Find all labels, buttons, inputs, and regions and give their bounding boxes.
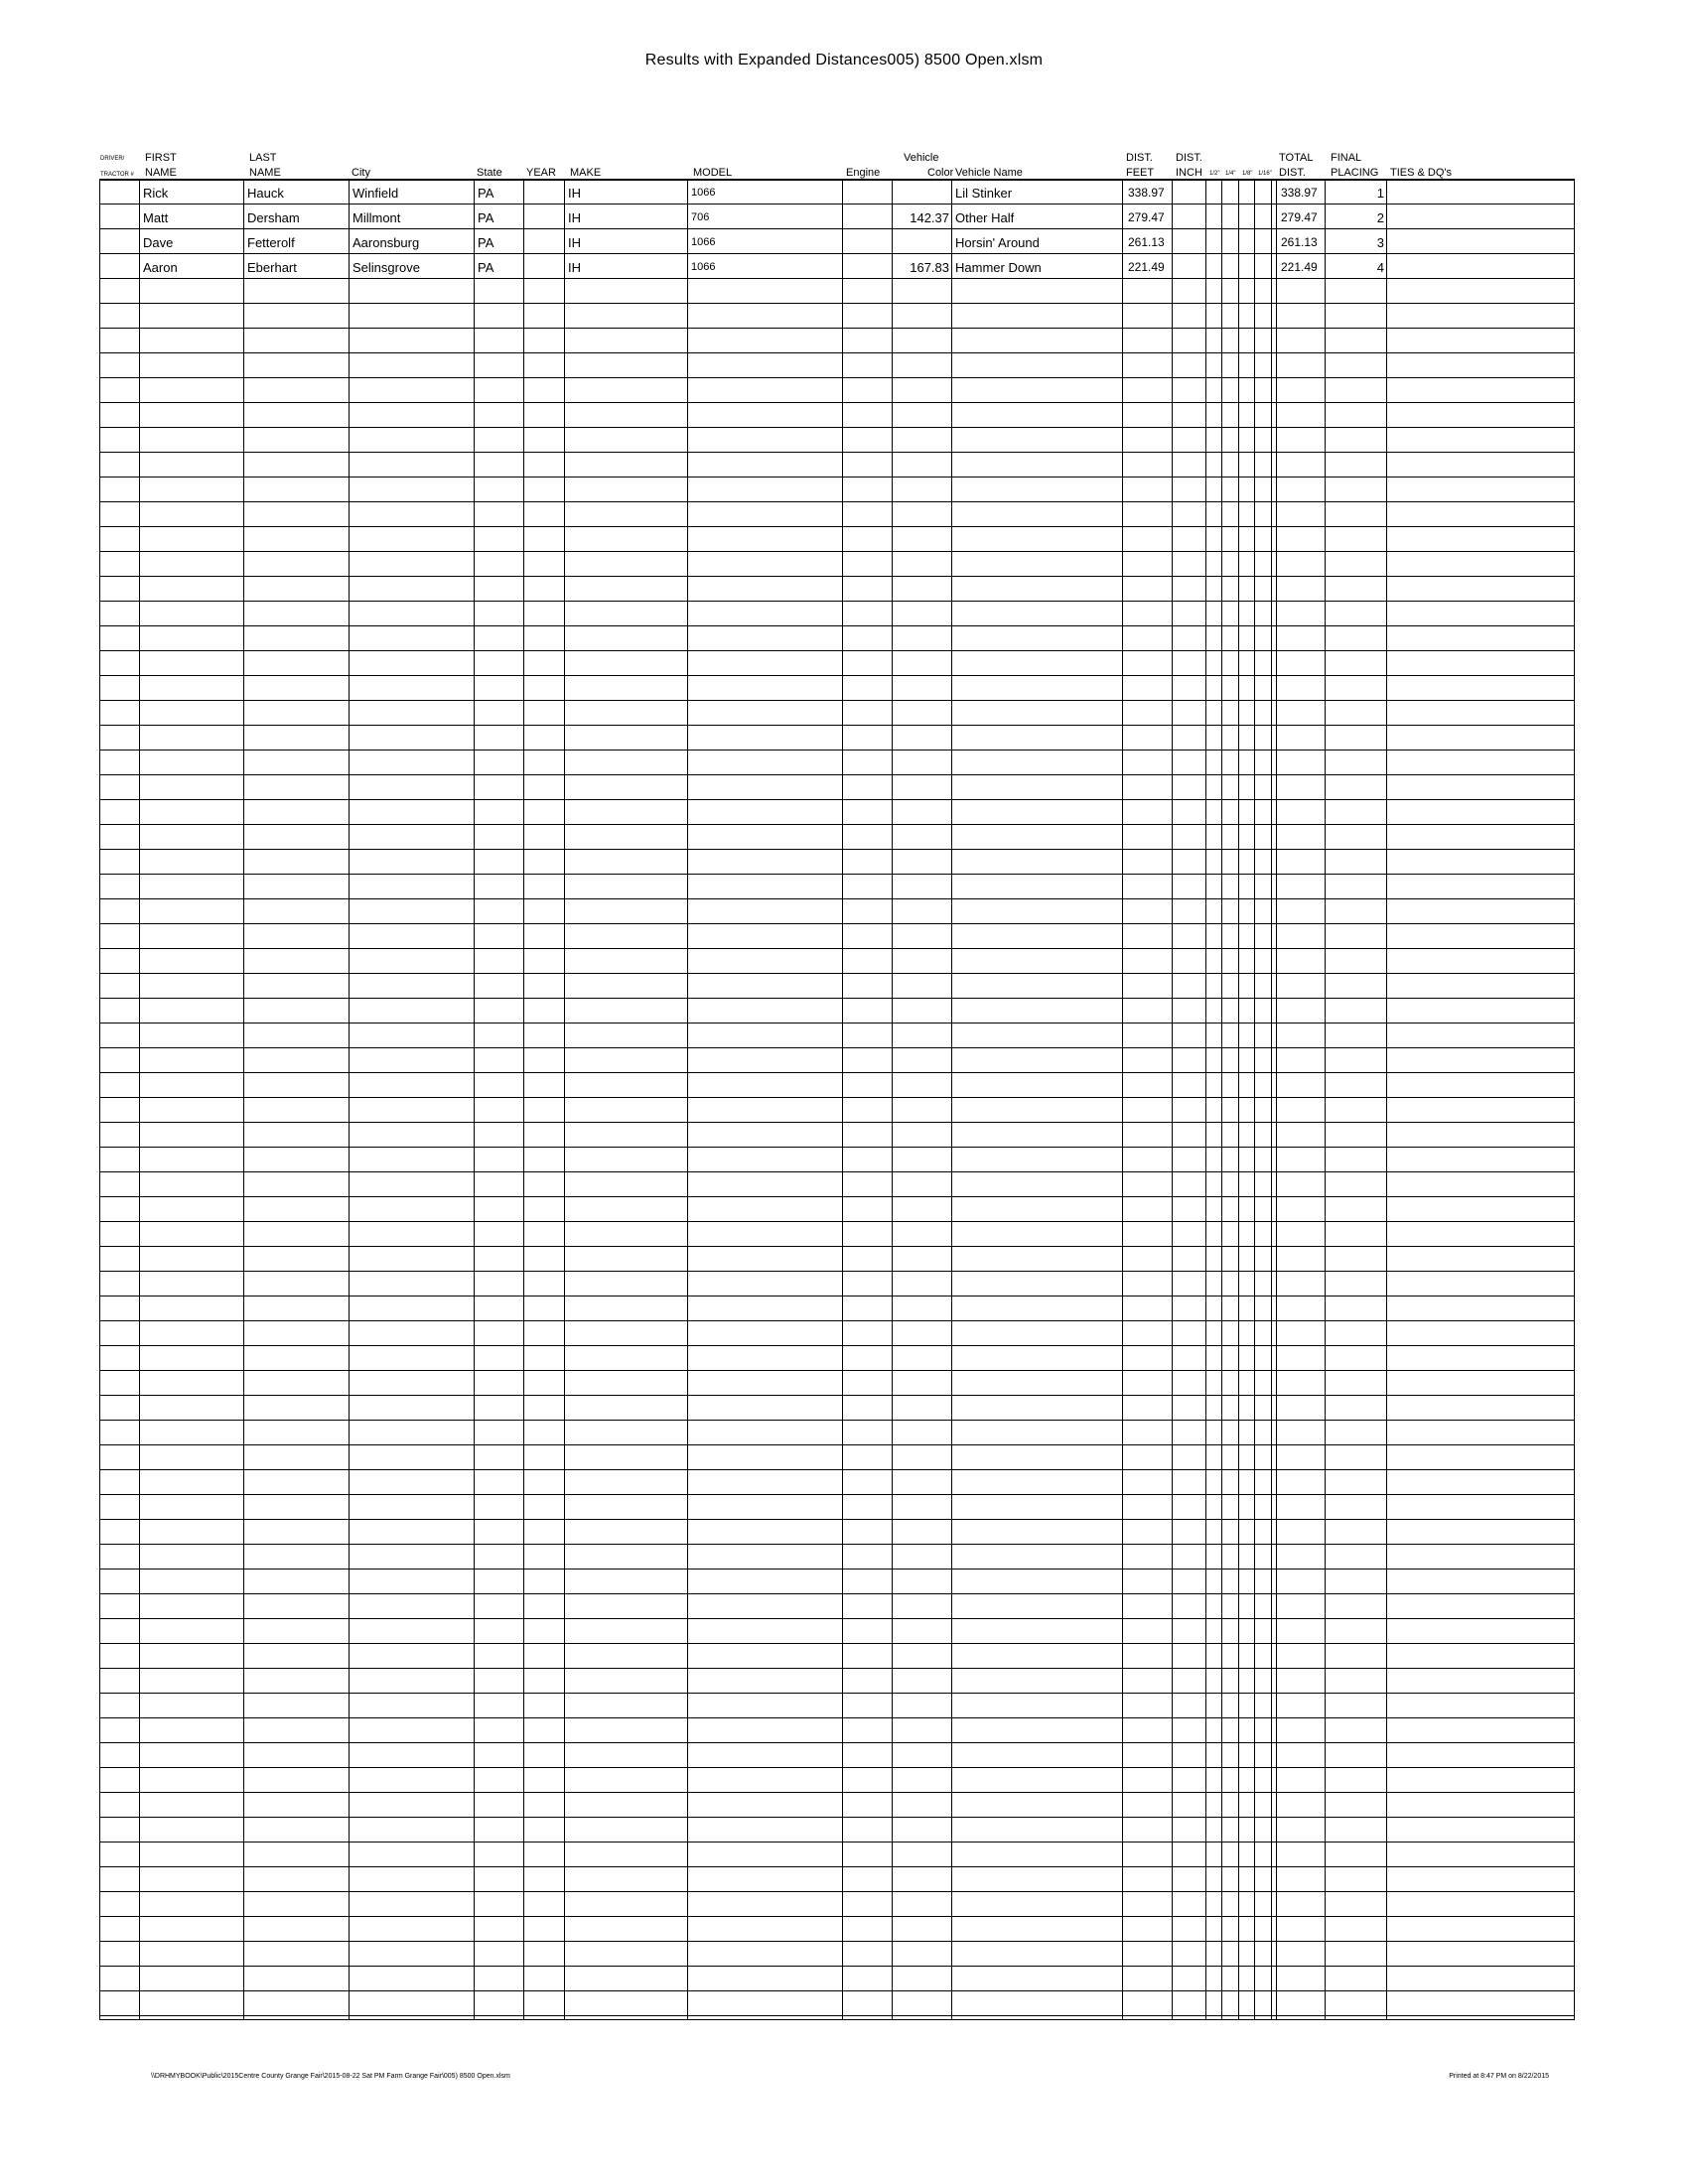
row-divider	[99, 1122, 1575, 1123]
column-divider	[99, 179, 100, 2020]
dist-feet-cell: 338.97	[1128, 186, 1165, 200]
final-placing-cell: 3	[1376, 235, 1384, 250]
vehicle-name-cell: Lil Stinker	[955, 186, 1013, 201]
row-divider	[99, 2015, 1575, 2016]
city-cell: Aaronsburg	[352, 235, 420, 250]
model-cell: 1066	[691, 236, 716, 248]
row-divider	[99, 675, 1575, 676]
total-dist-cell: 338.97	[1281, 186, 1318, 200]
first-name-cell: Rick	[143, 186, 169, 201]
row-divider	[99, 1966, 1575, 1967]
row-divider	[99, 998, 1575, 999]
header-color: Color	[927, 167, 954, 179]
row-divider	[99, 1817, 1575, 1818]
column-divider	[1238, 179, 1239, 2020]
row-divider	[99, 849, 1575, 850]
header-driver-top: DRIVER/	[100, 156, 125, 162]
last-name-cell: Hauck	[247, 186, 284, 201]
row-divider	[99, 526, 1575, 527]
column-divider	[892, 179, 893, 2020]
row-divider	[99, 1643, 1575, 1644]
row-divider	[99, 1320, 1575, 1321]
row-divider	[99, 1693, 1575, 1694]
model-cell: 706	[691, 211, 710, 223]
footer-file-path: \\DRHMYBOOK\Public\2015Centre County Grange Fair\2015-08-22 Sat PM Farm Grange Fair\005) 8500 Open.xlsm	[151, 2073, 510, 2080]
results-table	[99, 179, 1575, 2020]
header-driver-bottom: TRACTOR #	[100, 172, 134, 178]
row-divider	[99, 1519, 1575, 1520]
row-divider	[99, 1717, 1575, 1718]
last-name-cell: Fetterolf	[247, 235, 295, 250]
state-cell: PA	[478, 186, 494, 201]
page-title: Results with Expanded Distances005) 8500 Open.xlsm	[644, 52, 1044, 68]
column-divider	[842, 179, 843, 2020]
row-divider	[99, 352, 1575, 353]
row-divider	[99, 1196, 1575, 1197]
row-divider	[99, 948, 1575, 949]
header-frac-sixteenth: 1/16"	[1258, 171, 1272, 177]
row-divider	[99, 328, 1575, 329]
vehicle-name-cell: Horsin' Around	[955, 235, 1040, 250]
first-name-cell: Dave	[143, 235, 174, 250]
row-divider	[99, 1842, 1575, 1843]
row-divider	[99, 1668, 1575, 1669]
row-divider	[99, 1271, 1575, 1272]
header-first-top: FIRST	[145, 152, 177, 164]
make-cell: IH	[568, 235, 581, 250]
column-divider	[1221, 179, 1222, 2020]
model-cell: 1066	[691, 187, 716, 199]
header-make: MAKE	[570, 167, 602, 179]
header-final-bottom: PLACING	[1331, 167, 1379, 179]
header-final-top: FINAL	[1331, 152, 1362, 164]
footer-printed-at: Printed at 8:47 PM on 8/22/2015	[1449, 2073, 1549, 2080]
column-divider	[139, 179, 140, 2020]
row-divider	[99, 477, 1575, 478]
row-divider	[99, 427, 1575, 428]
first-name-cell: Matt	[143, 210, 169, 225]
row-divider	[99, 1097, 1575, 1098]
row-divider	[99, 1345, 1575, 1346]
column-divider	[1386, 179, 1387, 2020]
column-divider	[349, 179, 350, 2020]
final-placing-cell: 2	[1376, 210, 1384, 225]
row-divider	[99, 874, 1575, 875]
total-dist-cell: 279.47	[1281, 210, 1318, 224]
header-vehicle-name: Vehicle Name	[955, 167, 1023, 179]
row-divider	[99, 1420, 1575, 1421]
row-divider	[99, 1072, 1575, 1073]
header-vehicle-top: Vehicle	[904, 152, 939, 164]
header-dist-inch-bottom: INCH	[1176, 167, 1202, 179]
row-divider	[99, 1767, 1575, 1768]
row-divider	[99, 1618, 1575, 1619]
row-divider	[99, 1023, 1575, 1024]
row-divider	[99, 923, 1575, 924]
dist-feet-cell: 279.47	[1128, 210, 1165, 224]
column-divider	[1271, 179, 1272, 2020]
row-divider	[99, 1444, 1575, 1445]
column-divider	[564, 179, 565, 2020]
row-divider	[99, 377, 1575, 378]
header-dist-inch-top: DIST.	[1176, 152, 1202, 164]
row-divider	[99, 650, 1575, 651]
column-divider	[243, 179, 244, 2020]
color-cell	[894, 230, 949, 255]
header-engine: Engine	[846, 167, 881, 179]
row-divider	[99, 973, 1575, 974]
row-divider	[99, 1742, 1575, 1743]
row-divider	[99, 1221, 1575, 1222]
state-cell: PA	[478, 260, 494, 275]
city-cell: Millmont	[352, 210, 401, 225]
header-frac-eighth: 1/8"	[1242, 171, 1253, 177]
column-divider	[951, 179, 952, 2020]
header-total-bottom: DIST.	[1279, 167, 1306, 179]
total-dist-cell: 261.13	[1281, 235, 1318, 249]
row-divider	[99, 1866, 1575, 1867]
last-name-cell: Dersham	[247, 210, 300, 225]
row-divider	[99, 1990, 1575, 1991]
row-divider	[99, 750, 1575, 751]
column-divider	[1122, 179, 1123, 2020]
row-divider	[99, 1370, 1575, 1371]
column-divider	[1276, 179, 1277, 2020]
header-ties-dqs: TIES & DQ's	[1390, 167, 1452, 179]
dist-feet-cell: 221.49	[1128, 260, 1165, 274]
make-cell: IH	[568, 260, 581, 275]
row-divider	[99, 774, 1575, 775]
color-cell: 142.37	[910, 210, 949, 225]
header-total-top: TOTAL	[1279, 152, 1314, 164]
row-divider	[99, 303, 1575, 304]
row-divider	[99, 1941, 1575, 1942]
row-divider	[99, 1916, 1575, 1917]
row-divider	[99, 1047, 1575, 1048]
row-divider	[99, 824, 1575, 825]
row-divider	[99, 1171, 1575, 1172]
vehicle-name-cell: Hammer Down	[955, 260, 1042, 275]
row-divider	[99, 452, 1575, 453]
header-city: City	[352, 167, 370, 179]
column-divider	[1172, 179, 1173, 2020]
state-cell: PA	[478, 210, 494, 225]
header-first-bottom: NAME	[145, 167, 177, 179]
header-frac-half: 1/2"	[1209, 171, 1220, 177]
row-divider	[99, 700, 1575, 701]
make-cell: IH	[568, 186, 581, 201]
header-last-top: LAST	[249, 152, 277, 164]
row-divider	[99, 1569, 1575, 1570]
total-dist-cell: 221.49	[1281, 260, 1318, 274]
first-name-cell: Aaron	[143, 260, 178, 275]
header-dist-feet-top: DIST.	[1126, 152, 1153, 164]
vehicle-name-cell: Other Half	[955, 210, 1015, 225]
row-divider	[99, 601, 1575, 602]
header-frac-quarter: 1/4"	[1225, 171, 1236, 177]
dist-feet-cell: 261.13	[1128, 235, 1165, 249]
row-divider	[99, 1593, 1575, 1594]
color-cell: 167.83	[910, 260, 949, 275]
row-divider	[99, 1891, 1575, 1892]
final-placing-cell: 4	[1376, 260, 1384, 275]
row-divider	[99, 799, 1575, 800]
header-model: MODEL	[693, 167, 733, 179]
row-divider	[99, 1792, 1575, 1793]
row-divider	[99, 501, 1575, 502]
column-divider	[523, 179, 524, 2020]
row-divider	[99, 1469, 1575, 1470]
row-divider	[99, 1544, 1575, 1545]
header-state: State	[477, 167, 502, 179]
city-cell: Selinsgrove	[352, 260, 420, 275]
row-divider	[99, 551, 1575, 552]
final-placing-cell: 1	[1376, 186, 1384, 201]
row-divider	[99, 576, 1575, 577]
state-cell: PA	[478, 235, 494, 250]
column-divider	[474, 179, 475, 2020]
header-last-bottom: NAME	[249, 167, 281, 179]
row-divider	[99, 898, 1575, 899]
column-divider	[687, 179, 688, 2020]
color-cell	[894, 181, 949, 205]
header-year: YEAR	[526, 167, 556, 179]
row-divider	[99, 1296, 1575, 1297]
row-divider	[99, 1395, 1575, 1396]
row-divider	[99, 625, 1575, 626]
row-divider	[99, 1147, 1575, 1148]
column-divider	[1254, 179, 1255, 2020]
row-divider	[99, 1246, 1575, 1247]
header-dist-feet-bottom: FEET	[1126, 167, 1155, 179]
row-divider	[99, 402, 1575, 403]
make-cell: IH	[568, 210, 581, 225]
model-cell: 1066	[691, 261, 716, 273]
column-divider	[1205, 179, 1206, 2020]
row-divider	[99, 725, 1575, 726]
row-divider	[99, 1494, 1575, 1495]
column-divider	[1325, 179, 1326, 2020]
last-name-cell: Eberhart	[247, 260, 297, 275]
city-cell: Winfield	[352, 186, 399, 201]
